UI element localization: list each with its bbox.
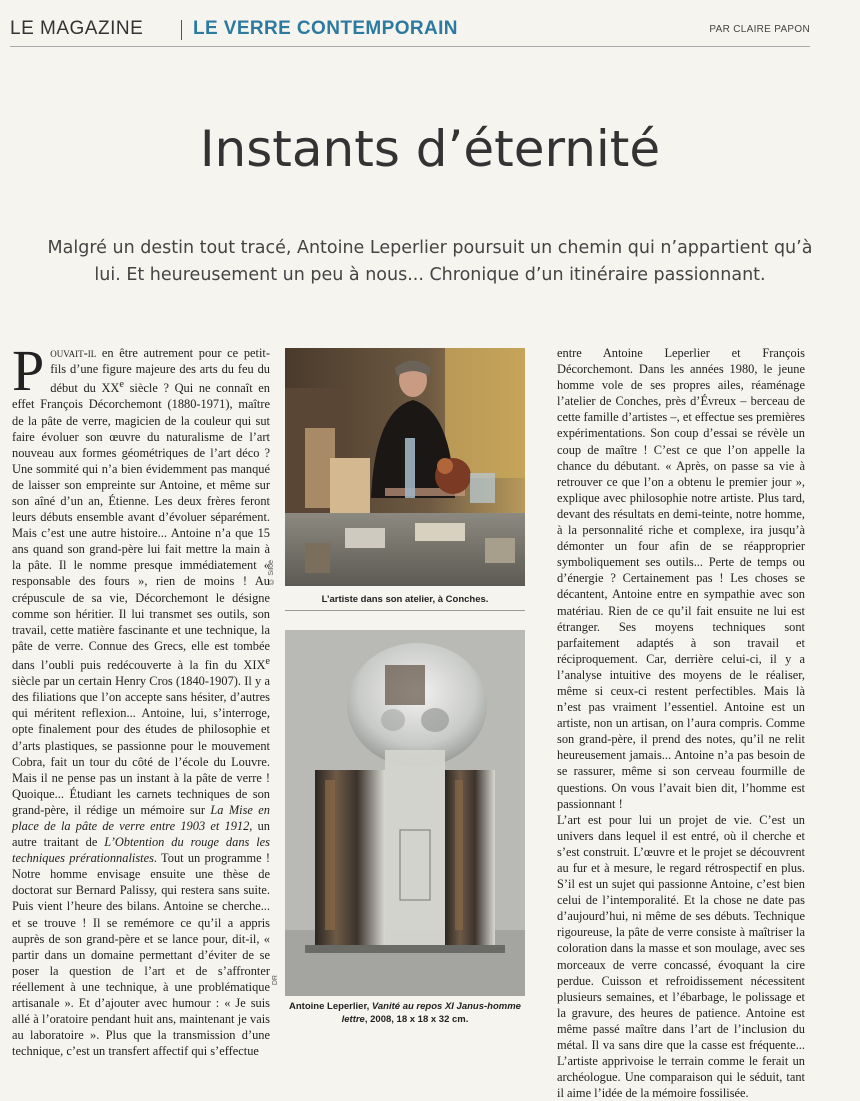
work-title: La Mise en place de la pâte de verre entre 1903 et 1912 [12,802,270,833]
photo-caption [285,1000,525,1026]
byline: PAR CLAIRE PAPON [709,24,810,35]
page-header [10,18,810,42]
text-column-1 [12,338,271,1059]
magazine-label: LE MAGAZINE [10,18,144,39]
text-run: . Tout un programme ! Notre homme envisage ensuite une thèse de doctorat sur Bernard Palissy, qui restera sans suite. Puis vient l’heure des bilans. Antoine se cherche... et se trouve ! Il se remémore ce qu’il a appris auprès de son grand-père et se lance pour, dit-il, « partir dans un domaine permettant d’éviter de se poser la question de l’art et de s’affronter réellement à une technique, à une problématique artisanale ». Et d’ajouter avec humour : « Je suis allé à l’oratoire pendant huit ans, maintenant je vais au laboratoire ». Plus que la transmission d’une technique, c’est un transfert affectif qui s’effectue [12,851,270,1059]
caption-work-title: Vanité au repos XI Janus-homme lettre [341,1001,521,1025]
photo-credit: DR [272,975,279,986]
workshop-illustration [285,348,525,586]
article-title: Instants d’éternité [199,120,661,178]
caption-details: , 2008, 18 x 18 x 32 cm. [364,1014,469,1025]
text-run: siècle ? Qui ne connaît en effet François Décorchemont (1880-1971), maître de la pâte de verre, magicien de la couleur qui sut faire évoluer son œuvre du naturalisme de l’art nouveau aux formes géométriques de l’art déco ? Une sommité qui n’a bien évidemment pas manqué de laisser son empreinte sur Antoine, et même sur son aîné d’un an, Étienne. Les deux frères feront leurs débuts ensemble avant d’évoluer séparément. Mais c’est une autre histoire... Antoine n’a que 15 ans quand son grand-père lui fait mettre la main à la pâte. Il le nomme presque immédiatement « responsable des fours », rien de moins ! Au crépuscule de sa vie, Décorchemont le désigne comme son héritier. Il lui transmet ses outils, son travail, cette matière fascinante et une technique, la pâte de verre. Connue des Grecs, elle est tombée dans l’oubli puis redécouverte à la fin du XIX [12,381,270,673]
text-run: en être autrement pour ce petit-fils d’une figure majeure des arts du feu du début du XX [50,346,270,396]
caption-rule [285,610,525,611]
photo-sculpture [285,630,525,996]
text-run: siècle par un certain Henry Cros (1840-1907). Il y a des filiations que l’on accepte sans hésiter, d’autres qui méritent reflexion... Antoine, lui, s’interroge, opte finalement pour des études de philosophie et d’arts plastiques, se passionne pour le mouvement Cobra, fait un tour du côté de l’école du Louvre. Mais il ne pense pas un instant à la pâte de verre ! Quoique... Étudiant les carnets techniques de son grand-père, il rédige un mémoire sur [12,674,270,817]
caption-artist: Antoine Leperlier, [289,1001,372,1012]
superscript: e [119,379,124,391]
drop-cap: P [12,338,45,403]
text-run: , un autre traitant de [12,818,270,850]
header-separator [181,20,182,40]
lead-in: ouvait-il [50,346,97,360]
paragraph [12,338,271,1059]
header-rule [10,46,810,47]
photo-artist-workshop [285,348,525,586]
photo-credit: © Siloé [268,560,275,585]
superscript: e [265,655,270,667]
text-column-3 [557,345,805,1101]
sculpture-illustration [285,630,525,996]
work-title: L’Obtention du rouge dans les techniques prérationnalistes [12,835,271,866]
section-title: LE VERRE CONTEMPORAIN [193,18,458,39]
paragraph: L’art est pour lui un projet de vie. C’est un univers dans lequel il est entré, où il cherche et s’est construit. L’œuvre et le projet se découvrent au fur et à mesure, le regard rétrospectif en plus. S’il est un sujet qui passionne Antoine, c’est bien celui de l’intemporalité. Et la chose ne date pas d’aujourd’hui, ni même de ses débuts. Technique rigoureuse, la pâte de verre consiste à maîtriser la coloration dans la masse et son moulage, avec ses morceaux de verre concassé, évoquant la cire perdue. Cuisson et refroidissement nécessitent plusieurs semaines, et l’ébarbage, le polissage et la gravure, des heures de patience. Antoine est même passé maître dans l’art de l’inclusion du métal. Il va sans dire que la casse est fréquente... L’artiste apprivoise le terrain comme le ferait un archéologue. Une comparaison qui le séduit, tant il aime l’idée de la mémoire fossilisée. [557,812,805,1101]
article-chapeau: Malgré un destin tout tracé, Antoine Leperlier poursuit un chemin qui n’appartient qu’à lui. Et heureusement un peu à nous... Chronique d’un itinéraire passionnant. [47,238,813,285]
paragraph: entre Antoine Leperlier et François Décorchemont. Dans les années 1980, le jeune homme vole de ses propres ailes, réaménage l’atelier de Conches, près d’Évreux – berceau de cette famille d’artistes –, et effectue ses premières expérimentations. Son coup d’essai se révèle un coup de maître ! C’est ce que l’on appelle la chance du débutant. « Après, on passe sa vie à retrouver ce que l’on a obtenu le premier jour », explique avec philosophie notre artiste. Plus tard, devant des résultats en demi-teinte, notre homme, à la personnalité riche et complexe, ira jusqu’à démonter un four afin de se réapproprier symboliquement ses outils... Perte de temps ou d’énergie ? Certainement pas ! Les choses se décantent, Antoine entre en sympathie avec son matériau. Rien de ce qu’il fait ensuite ne lui est étranger. Ses moyens techniques sont parfaitement adaptés à son travail et réciproquement. Car, derrière celui-ci, il y a l’analyse intuitive des moyens de le réaliser, même si ceux-ci restent perfectibles. Mais là n’est pas vraiment l’essentiel. Antoine est un artiste, non un artisan, on l’aura compris. Comme son grand-père, il prend des notes, qu’il ne relit heureusement jamais... Antoine n’a pas besoin de se rassurer, même si son cerveau fourmille de questions. On vous l’avait bien dit, l’homme est passionnant ! [557,346,805,811]
photo-caption: L’artiste dans son atelier, à Conches. [321,594,489,605]
